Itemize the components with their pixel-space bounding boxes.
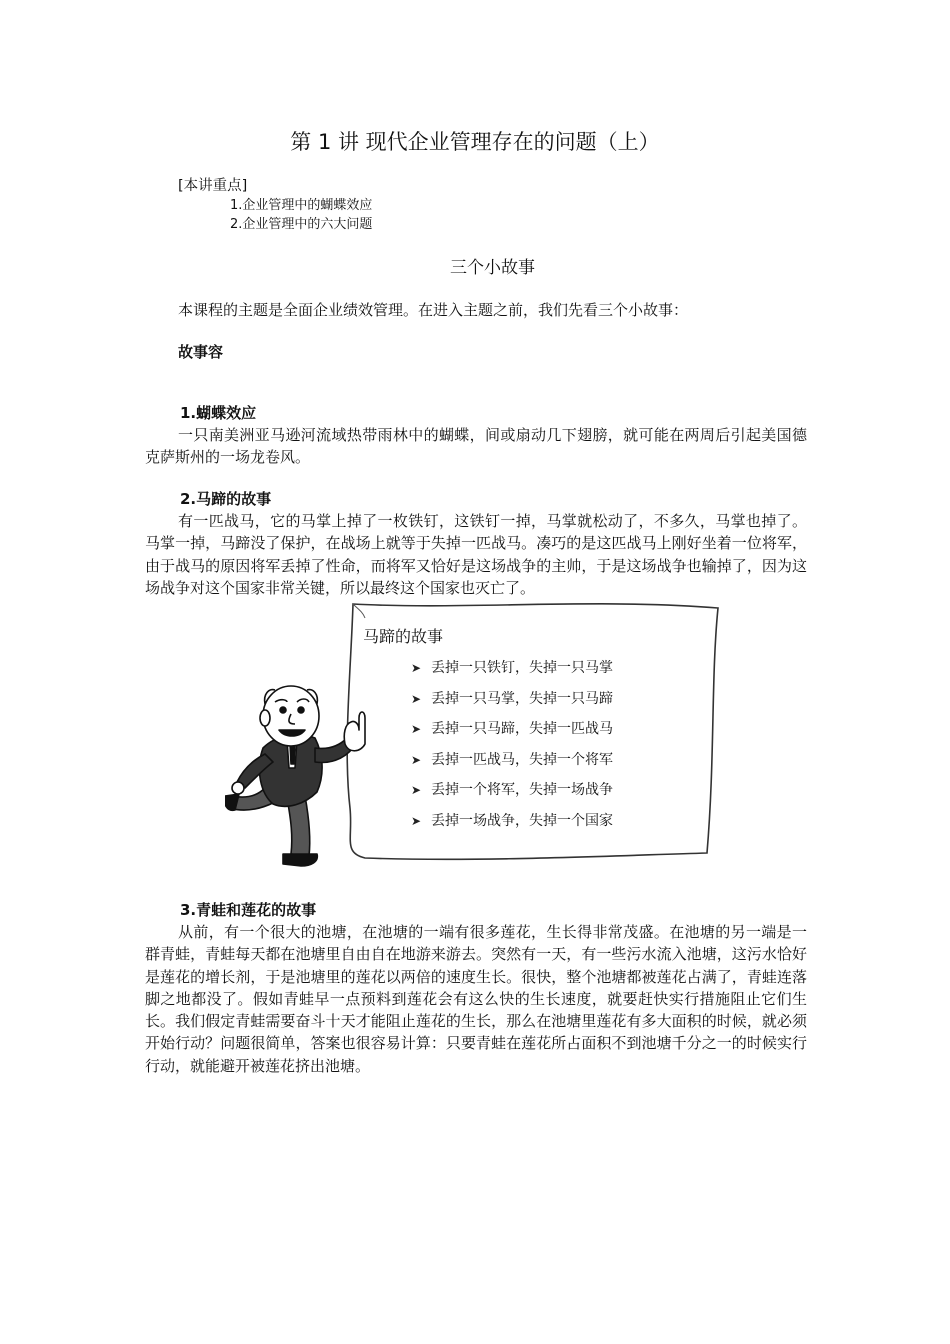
horseshoe-story-figure bbox=[225, 598, 725, 878]
story-2-text: 有一匹战马，它的马掌上掉了一枚铁钉，这铁钉一掉，马掌就松动了，不多久，马掌也掉了。马掌一掉，马蹄没了保护，在战场上就等于失掉一匹战马。凑巧的是这匹战马上刚好坐着一位将军，由于战马的原因将军丢掉了性命，而将军又恰好是这场战争的主帅，于是这场战争也输掉了，因为这场战争对这个国家非常关键，所以最终这个国家也灭亡了。 bbox=[145, 512, 807, 597]
cartoon-man-icon bbox=[225, 686, 365, 866]
key-points-heading: [本讲重点] bbox=[178, 178, 248, 194]
figure-title: 马蹄的故事 bbox=[363, 627, 444, 646]
intro-paragraph: 本课程的主题是全面企业绩效管理。在进入主题之前，我们先看三个小故事： bbox=[178, 301, 689, 319]
arrow-bullet-icon: ➤ bbox=[411, 783, 422, 797]
figure-list-item: ➤ 丢掉一个将军，失掉一场战争 bbox=[411, 778, 613, 809]
story-heading: 故事容 bbox=[178, 343, 224, 361]
arrow-bullet-icon: ➤ bbox=[411, 813, 422, 828]
figure-list-item: ➤ 丢掉一匹战马，失掉一个将军 bbox=[411, 748, 613, 779]
page-title: 第 1 讲 现代企业管理存在的问题（上） bbox=[290, 130, 660, 154]
section-title: 三个小故事 bbox=[450, 258, 535, 278]
arrow-bullet-icon: ➤ bbox=[411, 691, 422, 706]
story-1-heading: 1.蝴蝶效应 bbox=[180, 404, 257, 422]
key-point-item: 1.企业管理中的蝴蝶效应 bbox=[230, 198, 373, 213]
story-2-heading: 2.马蹄的故事 bbox=[180, 490, 272, 508]
arrow-bullet-icon: ➤ bbox=[411, 661, 422, 675]
figure-list-item: ➤ 丢掉一只马掌，失掉一只马蹄 bbox=[411, 687, 613, 718]
figure-list-item: ➤ 丢掉一只铁钉，失掉一只马掌 bbox=[411, 656, 613, 687]
story-3-text: 从前，有一个很大的池塘，在池塘的一端有很多莲花，生长得非常茂盛。在池塘的另一端是一群青蛙，青蛙每天都在池塘里自由自在地游来游去。突然有一天，有一些污水流入池塘，这污水恰好是莲花的增长剂，于是池塘里的莲花以两倍的速度生长。很快，整个池塘都被莲花占满了，青蛙连落脚之地都没了。假如青蛙早一点预料到莲花会有这么快的生长速度，就要赶快实行措施阻止它们生长。我们假定青蛙需要奋斗十天才能阻止莲花的生长，那么在池塘里莲花有多大面积的时候，就必须开始行动？问题很简单，答案也很容易计算：只要青蛙在莲花所占面积不到池塘千分之一的时候实行行动，就能避开被莲花挤出池塘。 bbox=[145, 923, 807, 1075]
story-3-heading: 3.青蛙和莲花的故事 bbox=[180, 901, 317, 919]
story-1-text: 一只南美洲亚马逊河流域热带雨林中的蝴蝶，间或扇动几下翅膀，就可能在两周后引起美国德克萨斯州的一场龙卷风。 bbox=[145, 426, 807, 467]
figure-list-item: ➤ 丢掉一只马蹄，失掉一匹战马 bbox=[411, 717, 613, 748]
arrow-bullet-icon: ➤ bbox=[411, 722, 422, 736]
figure-list-item: ➤ 丢掉一场战争，失掉一个国家 bbox=[411, 809, 613, 840]
key-point-item: 2.企业管理中的六大问题 bbox=[230, 217, 373, 232]
arrow-bullet-icon: ➤ bbox=[411, 752, 422, 767]
figure-list bbox=[411, 656, 613, 839]
